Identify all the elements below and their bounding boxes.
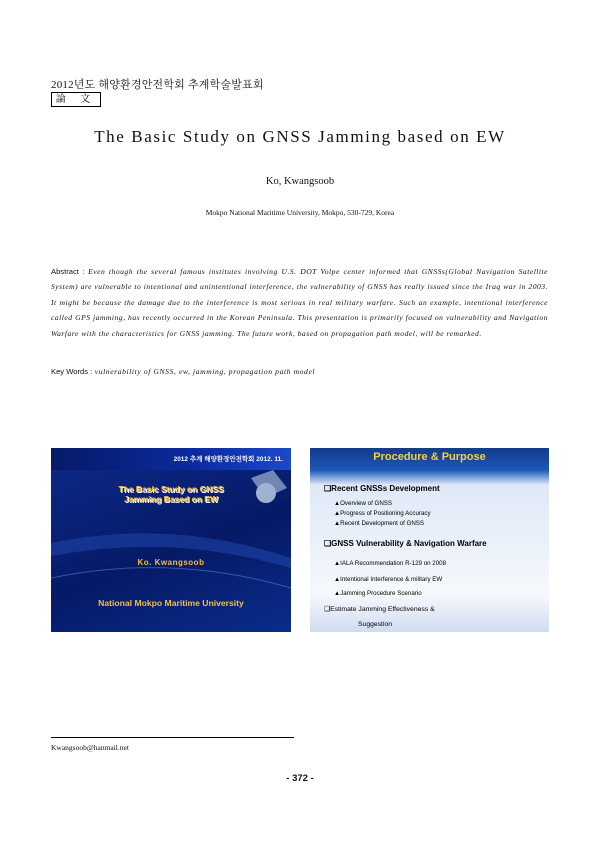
slide-university: National Mokpo Maritime University <box>98 598 244 608</box>
slide-header-text: 2012 추계 해양환경안전학회 2012. 11. <box>173 456 283 463</box>
footnote-divider <box>51 737 294 738</box>
list-item: ▲Recent Development of GNSS <box>334 520 425 527</box>
paper-type-box: 論 文 <box>51 92 101 107</box>
abstract-text: Even though the several famous institutes involving U.S. DOT Volpe center informed that GNSSs(Global Navigation Satellite System) are vulnerable to intentional and unintentional interference, the vulnerability of GNSS has really issued since the Iraq war in 2003. It might be because the damage due to the interference is most serious in real military warfare. Such an example, intentional interference called GPS jamming, has recently occurred in the Korean Peninsula. This presentation is primarily focused on vulnerability and Navigation Warfare with the characteristics for GNSS jamming. The future work, based on propagation path model, will be remarked. <box>51 267 548 338</box>
affiliation: Mokpo National Maritime University, Mokpo, 530-729, Korea <box>205 208 395 217</box>
list-item: ▲IALA Recommendation R-129 on 2008 <box>334 560 447 567</box>
slide-title-line1: The Basic Study on GNSS <box>118 484 224 494</box>
section-vulnerability: ❑GNSS Vulnerability & Navigation Warfare <box>324 539 487 548</box>
list-item: ▲Intentional Interference & military EW <box>334 576 443 583</box>
slide-author: Ko. Kwangsoob <box>137 558 205 567</box>
list-item: ▲Overview of GNSS <box>334 500 393 507</box>
slide-title-line2: Jamming Based on EW <box>124 494 218 504</box>
conference-name: 2012년도 해양환경안전학회 추계학술발표회 <box>51 79 264 91</box>
keywords-text: vulnerability of GNSS, ew, jamming, propagation path model <box>94 367 316 376</box>
page-number: - 372 - <box>286 773 314 784</box>
keywords <box>51 367 315 376</box>
abstract-label: Abstract : <box>51 267 85 276</box>
list-item: ▲Jamming Procedure Scenario <box>334 590 422 597</box>
slide-title <box>51 484 291 504</box>
author-name: Ko, Kwangsoob <box>265 176 335 187</box>
section-estimate-cont: Suggestion <box>358 621 393 628</box>
slide-heading: Procedure & Purpose <box>373 451 486 463</box>
title-slide-figure <box>51 448 291 632</box>
list-item: ▲Progress of Positioning Accuracy <box>334 510 431 517</box>
procedure-slide-figure <box>310 448 549 632</box>
paper-title: The Basic Study on GNSS Jamming based on EW <box>94 127 506 146</box>
section-recent-development: ❑Recent GNSSs Development <box>324 484 440 493</box>
section-estimate: ❑Estimate Jamming Effectiveness & <box>324 606 435 613</box>
footnote-email: Kwangsoob@hanmail.net <box>51 743 129 752</box>
keywords-label: Key Words : <box>51 367 93 376</box>
abstract <box>51 264 548 341</box>
